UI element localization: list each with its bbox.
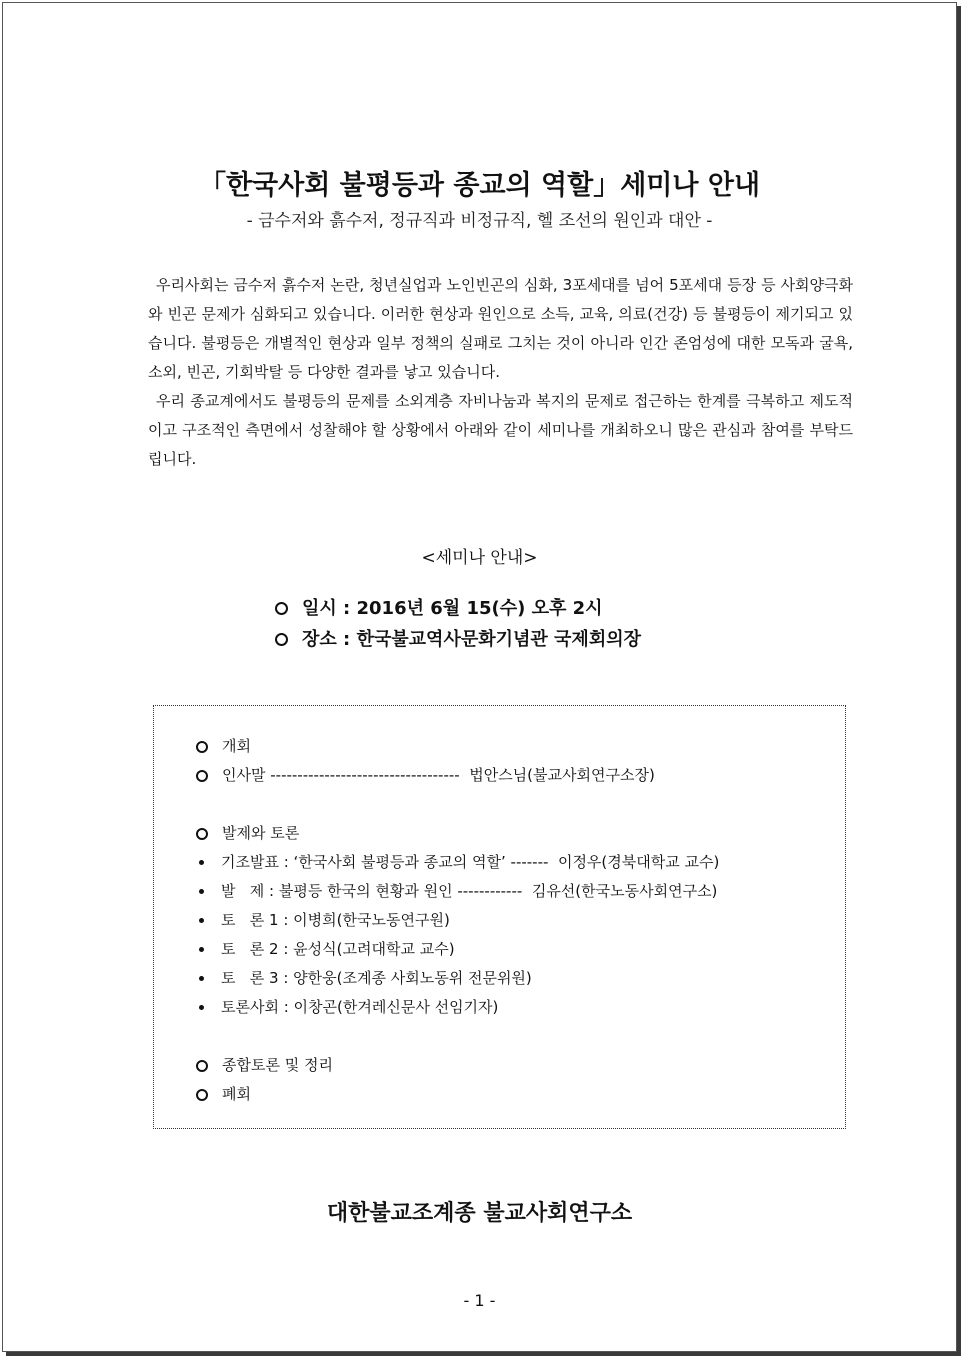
program-closing: 폐회 — [222, 1085, 251, 1103]
intro-text — [148, 271, 853, 474]
program-item — [196, 935, 719, 964]
info-date: 일시 : 2016년 6월 15(수) 오후 2시 — [302, 598, 603, 619]
page-number: - 1 - — [463, 1291, 496, 1310]
dot-bullet-icon — [199, 860, 204, 865]
program-item — [196, 1080, 719, 1109]
program-item — [196, 761, 719, 790]
program-panel-2: 토 론 2 : 윤성식(고려대학교 교수) — [221, 940, 455, 958]
circle-bullet-icon — [196, 828, 208, 840]
organizer-name: 대한불교조계종 불교사회연구소 — [326, 1201, 633, 1226]
program-summary: 종합토론 및 정리 — [222, 1056, 333, 1074]
program-item — [196, 1051, 719, 1080]
document-title: 「한국사회 불평등과 종교의 역할」세미나 안내 — [198, 170, 761, 201]
document-page — [2, 2, 957, 1352]
program-keynote: 기조발표 : ‘한국사회 불평등과 종교의 역할’ ------- 이정우(경북대학교 교수) — [221, 853, 720, 871]
dot-bullet-icon — [199, 889, 204, 894]
info-place-row — [275, 624, 641, 655]
circle-bullet-icon — [196, 1089, 208, 1101]
intro-paragraph-2: 우리 종교계에서도 불평등의 문제를 소외계층 자비나눔과 복지의 문제로 접근하는 한계를 극복하고 제도적이고 구조적인 측면에서 성찰해야 할 상황에서 아래와 같이 세미나를 개최하오니 많은 관심과 참여를 부탁드립니다. — [148, 392, 853, 468]
program-greeting: 인사말 ----------------------------------- 법안스님(불교사회연구소장) — [222, 766, 655, 784]
program-item — [196, 732, 719, 761]
info-section-title: <세미나 안내> — [421, 548, 538, 568]
dot-bullet-icon — [199, 1005, 204, 1010]
program-item — [196, 993, 719, 1022]
program-item — [196, 848, 719, 877]
program-panel-3: 토 론 3 : 양한웅(조계종 사회노동위 전문위원) — [221, 969, 532, 987]
program-item — [196, 964, 719, 993]
program-moderator: 토론사회 : 이창곤(한겨레신문사 선임기자) — [221, 998, 499, 1016]
dot-bullet-icon — [199, 918, 204, 923]
document-subtitle: - 금수저와 흙수저, 정규직과 비정규직, 헬 조선의 원인과 대안 - — [246, 211, 713, 231]
info-place: 장소 : 한국불교역사문화기념관 국제회의장 — [302, 629, 641, 650]
dot-bullet-icon — [199, 947, 204, 952]
info-list — [275, 593, 641, 655]
circle-bullet-icon — [196, 1060, 208, 1072]
circle-bullet-icon — [275, 633, 288, 646]
program-list — [196, 732, 719, 1109]
circle-bullet-icon — [196, 741, 208, 753]
program-panel-1: 토 론 1 : 이병희(한국노동연구원) — [221, 911, 450, 929]
program-item — [196, 906, 719, 935]
info-date-row — [275, 593, 641, 624]
circle-bullet-icon — [275, 602, 288, 615]
program-discussion-title: 발제와 토론 — [222, 824, 300, 842]
program-item — [196, 819, 719, 848]
program-opening: 개회 — [222, 737, 251, 755]
program-item — [196, 877, 719, 906]
intro-paragraph-1: 우리사회는 금수저 흙수저 논란, 청년실업과 노인빈곤의 심화, 3포세대를 넘어 5포세대 등장 등 사회양극화와 빈곤 문제가 심화되고 있습니다. 이러한 현상과 원인으로 소득, 교육, 의료(건강) 등 불평등이 제기되고 있습니다. 불평등은 개별적인 현상과 일부 정책의 실패로 그치는 것이 아니라 인간 존엄성에 대한 모독과 굴욕, 소외, 빈곤, 기회박탈 등 다양한 결과를 낳고 있습니다. — [148, 276, 853, 381]
program-box — [153, 705, 846, 1129]
circle-bullet-icon — [196, 770, 208, 782]
dot-bullet-icon — [199, 976, 204, 981]
program-presentation: 발 제 : 불평등 한국의 현황과 원인 ------------ 김유선(한국노동사회연구소) — [221, 882, 718, 900]
